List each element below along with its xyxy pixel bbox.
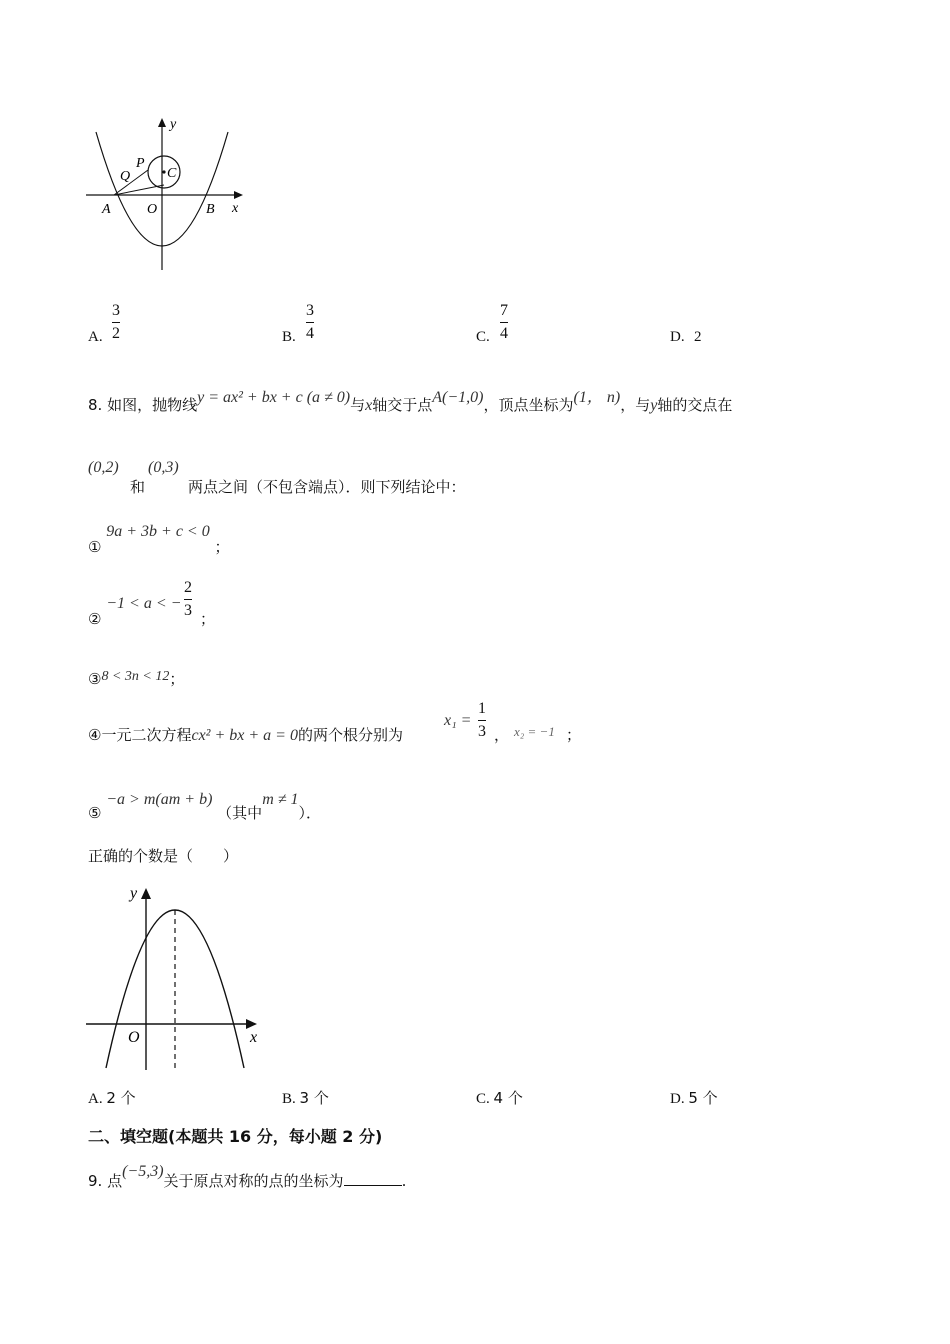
q8-option-a-letter: A. (88, 1091, 103, 1107)
statement-5-expr: −a > m(am + b) (106, 791, 213, 808)
label-o: O (147, 202, 158, 217)
statement-3 (88, 664, 185, 688)
q8-var-x: x (365, 397, 373, 414)
q9 (88, 1163, 407, 1191)
q8-option-b[interactable] (282, 1087, 329, 1108)
y-axis-arrow (141, 888, 151, 899)
figure-parabola-circle (80, 110, 260, 275)
q9-end: . (401, 1172, 407, 1190)
q8-text-axis-intersect: 轴交于点 (372, 396, 433, 414)
q8-option-a[interactable] (88, 1087, 136, 1108)
q7-option-d-letter: D. (670, 329, 685, 345)
label-p: P (136, 156, 145, 171)
q8-var-y: y (650, 397, 658, 414)
q7-option-d-value: 2 (694, 329, 702, 345)
statement-1-expr: 9a + 3b + c < 0 (106, 523, 210, 540)
q7-option-b-fraction (306, 302, 314, 343)
statement-5 (88, 788, 322, 822)
x-axis-arrow (246, 1019, 257, 1029)
q8-line2-rest-wrap (188, 476, 466, 497)
statement-4-comma: ， (494, 726, 510, 744)
q8-prefix: 8. 如图，抛物线 (88, 396, 198, 414)
q8-option-b-value: 3 个 (299, 1089, 329, 1107)
q8-option-d-value: 5 个 (688, 1089, 718, 1107)
q8-equation: y = ax² + bx + c (a ≠ 0) (197, 389, 351, 406)
center-c-dot (162, 170, 165, 173)
statement-4-x2: x₂ = −1 (514, 724, 555, 739)
q8-option-c[interactable] (476, 1087, 523, 1108)
statement-4-mark: ④ (88, 726, 102, 744)
statement-4-equation: cx² + bx + a = 0 (191, 727, 298, 744)
q8-text-and-with: ，与 (620, 396, 651, 414)
q8-question: 正确的个数是（ ） (88, 847, 239, 865)
y-axis-arrow (158, 118, 166, 127)
q8-line2 (88, 458, 119, 477)
fraction-denominator: 4 (500, 325, 508, 342)
q9-prefix: 9. 点 (88, 1172, 123, 1190)
statement-2-expr: −1 < a < − (106, 595, 182, 612)
label-c: C (167, 166, 177, 181)
statement-4 (88, 724, 403, 745)
statement-2-end: ； (200, 610, 216, 628)
q8-line1 (88, 389, 733, 415)
statement-4-text2: 的两个根分别为 (297, 726, 403, 744)
statement-3-mark: ③ (88, 670, 102, 688)
statement-4-end: ； (566, 726, 582, 744)
section-heading: 二、填空题(本题共 16 分，每小题 2 分) (88, 1127, 383, 1146)
q8-and-wrap (130, 476, 145, 497)
fraction-denominator: 3 (184, 602, 192, 619)
q9-text: 关于原点对称的点的坐标为 (163, 1172, 344, 1190)
q9-answer-blank[interactable] (344, 1171, 402, 1186)
fraction-numerator: 3 (112, 302, 120, 319)
q8-option-b-letter: B. (282, 1091, 296, 1107)
statement-4-fraction (478, 700, 486, 741)
q9-point: (−5,3) (122, 1163, 164, 1180)
statement-2-mark: ② (88, 610, 102, 628)
fraction-denominator: 4 (306, 325, 314, 342)
q8-point-03: (0,3) (148, 459, 179, 476)
q7-option-a-fraction (112, 302, 120, 343)
statement-4-x1: x₁ = (444, 712, 472, 729)
statement-2 (88, 594, 182, 628)
statement-5-paren-close: ）． (298, 804, 322, 822)
figure-downward-parabola (82, 882, 267, 1072)
q8-option-d-letter: D. (670, 1091, 685, 1107)
q8-point-a: A(−1,0) (432, 389, 484, 406)
statement-2-fraction (184, 579, 192, 620)
label-x: x (232, 201, 239, 216)
label-b: B (206, 202, 215, 217)
statement-1-end: ； (214, 538, 230, 556)
q8-option-a-value: 2 个 (106, 1089, 136, 1107)
q8-option-c-value: 4 个 (493, 1089, 523, 1107)
q8-option-c-letter: C. (476, 1091, 490, 1107)
q7-option-c-fraction (500, 302, 508, 343)
fraction-numerator: 7 (500, 302, 508, 319)
q7-option-c-letter: C. (476, 329, 490, 345)
q8-text-with: 与 (350, 396, 366, 414)
q8-vertex: (1， n) (573, 389, 621, 406)
q8-text-intersect-at: 轴的交点在 (657, 396, 733, 414)
label-y: y (170, 117, 177, 132)
x-axis-arrow (234, 191, 243, 199)
q8-point-02: (0,2) (88, 459, 119, 476)
parabola-curve (106, 910, 244, 1068)
label-x: x (250, 1029, 258, 1046)
statement-5-paren-open: （其中 (217, 804, 263, 822)
fraction-numerator: 3 (306, 302, 314, 319)
q8-point-03-wrap (148, 458, 179, 477)
q8-text-vertex: ，顶点坐标为 (483, 396, 574, 414)
label-q: Q (120, 169, 131, 184)
q8-text-and: 和 (130, 478, 146, 496)
statement-5-condition: m ≠ 1 (262, 791, 299, 808)
label-a: A (102, 202, 111, 217)
statement-3-expr: 8 < 3n < 12 (101, 669, 170, 684)
statement-1 (88, 520, 230, 556)
q8-option-d[interactable] (670, 1087, 718, 1108)
fraction-denominator: 3 (478, 723, 486, 740)
label-o: O (128, 1029, 140, 1046)
statement-5-mark: ⑤ (88, 804, 102, 822)
label-y: y (130, 885, 138, 902)
q7-option-b-letter: B. (282, 329, 296, 345)
fraction-denominator: 2 (112, 325, 120, 342)
fraction-numerator: 1 (478, 700, 486, 717)
fraction-numerator: 2 (184, 579, 192, 596)
q8-text-between: 两点之间（不包含端点）．则下列结论中： (188, 478, 466, 496)
q7-option-a-letter: A. (88, 329, 103, 345)
statement-4-text1: 一元二次方程 (101, 726, 192, 744)
statement-1-mark: ① (88, 538, 102, 556)
statement-3-end: ； (169, 670, 185, 688)
